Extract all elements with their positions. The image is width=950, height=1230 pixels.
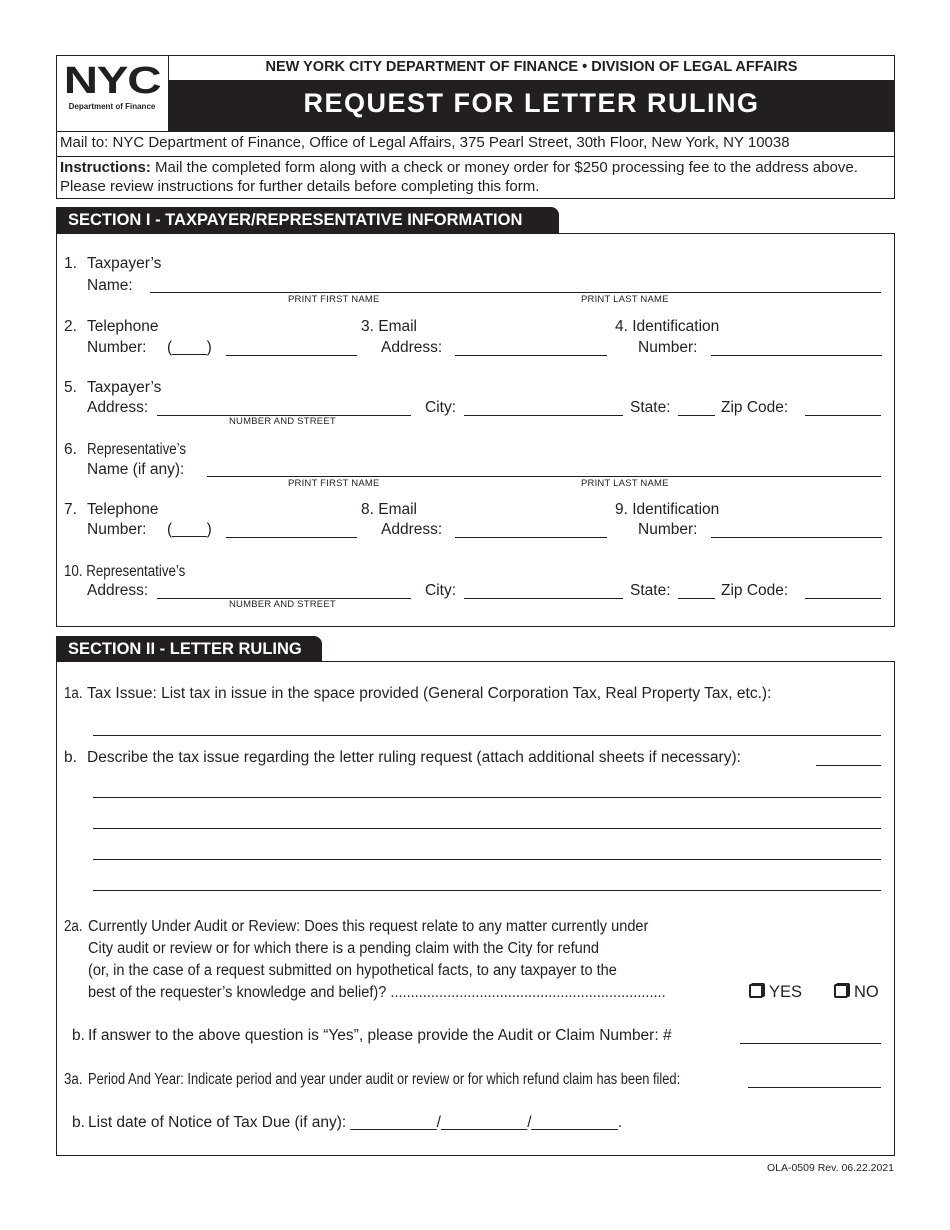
q5-number: 5. bbox=[64, 379, 77, 396]
description-field-line-0[interactable] bbox=[816, 765, 881, 766]
q9-label-1: 9. Identification bbox=[615, 501, 720, 518]
taxpayer-city-label: City: bbox=[425, 399, 456, 416]
nyc-logo-subtext: Department of Finance bbox=[68, 102, 156, 111]
q6-label-1 bbox=[87, 441, 202, 459]
q1-label-1: Taxpayer’s bbox=[87, 255, 162, 272]
no-checkbox[interactable] bbox=[834, 984, 848, 998]
description-field-line-2[interactable] bbox=[93, 828, 881, 829]
yes-label: YES bbox=[769, 983, 803, 1001]
q2a-line-3 bbox=[88, 962, 651, 980]
q6-number: 6. bbox=[64, 441, 77, 458]
q7-label-1: Telephone bbox=[87, 501, 159, 518]
form-number: OLA-0509 Rev. 06.22.2021 bbox=[766, 1162, 894, 1174]
instructions-label: Instructions: bbox=[60, 159, 151, 176]
q7-label-2: Number: bbox=[87, 521, 147, 538]
nyc-logo-text: NYC bbox=[63, 60, 161, 102]
taxpayer-email-field[interactable] bbox=[455, 355, 607, 356]
q2a-line-4 bbox=[88, 984, 703, 1002]
representative-phone-field[interactable] bbox=[226, 537, 357, 538]
q2b-number: b. bbox=[72, 1027, 85, 1044]
q2a-line-1-text: Currently Under Audit or Review: Does this request relate to any matter currently under bbox=[88, 918, 649, 935]
yes-option[interactable] bbox=[749, 983, 802, 1002]
agency-name: NEW YORK CITY DEPARTMENT OF FINANCE • DIVISION OF LEGAL AFFAIRS bbox=[265, 59, 798, 75]
q3b-number: b. bbox=[72, 1114, 85, 1131]
q3a-text bbox=[88, 1071, 801, 1089]
representative-last-name-caption: PRINT LAST NAME bbox=[581, 478, 669, 489]
representative-area-code-field[interactable]: (____) bbox=[167, 521, 212, 538]
q2a-line-2-text: City audit or review or for which there is a pending claim with the City for refund bbox=[88, 940, 599, 957]
no-label: NO bbox=[854, 983, 879, 1001]
taxpayer-zip-label: Zip Code: bbox=[721, 399, 789, 416]
q2-number: 2. bbox=[64, 318, 77, 335]
taxpayer-street-caption: NUMBER AND STREET bbox=[229, 416, 336, 427]
audit-claim-number-field[interactable] bbox=[740, 1043, 881, 1044]
q6-label-1-text: Representative’s bbox=[87, 441, 187, 458]
taxpayer-zip-field[interactable] bbox=[805, 415, 881, 416]
representative-zip-label: Zip Code: bbox=[721, 582, 789, 599]
q5-label-2: Address: bbox=[87, 399, 149, 416]
q7-number: 7. bbox=[64, 501, 77, 518]
representative-state-field[interactable] bbox=[678, 598, 715, 599]
q2-label-2: Number: bbox=[87, 339, 147, 356]
representative-city-label: City: bbox=[425, 582, 456, 599]
period-year-field[interactable] bbox=[748, 1087, 881, 1088]
q2b-text: If answer to the above question is “Yes”, please provide the Audit or Claim Number: # bbox=[88, 1027, 672, 1044]
q4-label-1: 4. Identification bbox=[615, 318, 720, 335]
representative-state-label: State: bbox=[630, 582, 671, 599]
mail-to-address: Mail to: NYC Department of Finance, Office of Legal Affairs, 375 Pearl Street, 30th Floor, New York, NY 10038 bbox=[60, 134, 790, 151]
q10-label-1 bbox=[64, 563, 205, 581]
q4-label-2: Number: bbox=[638, 339, 698, 356]
representative-street-caption: NUMBER AND STREET bbox=[229, 599, 336, 610]
taxpayer-phone-field[interactable] bbox=[226, 355, 357, 356]
q9-label-2: Number: bbox=[638, 521, 698, 538]
instructions-line-1 bbox=[60, 159, 858, 176]
taxpayer-city-field[interactable] bbox=[464, 415, 623, 416]
q5-label-1: Taxpayer’s bbox=[87, 379, 162, 396]
q2a-line-4-text: best of the requester’s knowledge and belief)? .................................................................... bbox=[88, 984, 666, 1001]
page-title: REQUEST FOR LETTER RULING bbox=[303, 88, 760, 118]
q3-label-2: Address: bbox=[381, 339, 443, 356]
q1-label-2: Name: bbox=[87, 277, 133, 294]
q2a-line-2 bbox=[88, 940, 632, 958]
no-option[interactable] bbox=[834, 983, 879, 1002]
taxpayer-state-field[interactable] bbox=[678, 415, 715, 416]
q10-label-1-text: 10. Representative’s bbox=[64, 563, 186, 580]
q2a-number bbox=[64, 918, 86, 936]
representative-city-field[interactable] bbox=[464, 598, 623, 599]
q3a-text-text: Period And Year: Indicate period and year under audit or review or for which refund claim has been filed: bbox=[88, 1071, 681, 1088]
q2-label-1: Telephone bbox=[87, 318, 159, 335]
q1a-number-text: 1a. bbox=[64, 685, 83, 702]
representative-first-name-caption: PRINT FIRST NAME bbox=[288, 478, 380, 489]
representative-id-field[interactable] bbox=[711, 537, 882, 538]
instructions-text: Mail the completed form along with a check or money order for $250 processing fee to the address above. bbox=[150, 159, 858, 176]
q8-label-2: Address: bbox=[381, 521, 443, 538]
yes-checkbox[interactable] bbox=[749, 984, 763, 998]
taxpayer-area-code-field[interactable]: (____) bbox=[167, 339, 212, 356]
instructions-line-2: Please review instructions for further details before completing this form. bbox=[60, 178, 540, 195]
representative-name-field[interactable] bbox=[207, 476, 881, 477]
q3a-number-text: 3a. bbox=[64, 1071, 83, 1088]
q3-label-1: 3. Email bbox=[361, 318, 417, 335]
description-field-line-1[interactable] bbox=[93, 797, 881, 798]
q2a-line-3-text: (or, in the case of a request submitted on hypothetical facts, to any taxpayer to the bbox=[88, 962, 617, 979]
q1a-text: Tax Issue: List tax in issue in the space provided (General Corporation Tax, Real Property Tax, etc.): bbox=[87, 685, 772, 702]
description-field-line-3[interactable] bbox=[93, 859, 881, 860]
section1-title: SECTION I - TAXPAYER/REPRESENTATIVE INFORMATION bbox=[56, 207, 559, 234]
tax-issue-field[interactable] bbox=[93, 735, 881, 736]
representative-email-field[interactable] bbox=[455, 537, 607, 538]
q10-label-2: Address: bbox=[87, 582, 149, 599]
q3a-number bbox=[64, 1071, 86, 1089]
q1b-text: Describe the tax issue regarding the letter ruling request (attach additional sheets if necessary): bbox=[87, 749, 741, 766]
q3b-text[interactable]: List date of Notice of Tax Due (if any): __________/__________/__________. bbox=[88, 1114, 623, 1131]
q1a-number bbox=[64, 685, 86, 703]
taxpayer-state-label: State: bbox=[630, 399, 671, 416]
taxpayer-last-name-caption: PRINT LAST NAME bbox=[581, 294, 669, 305]
taxpayer-name-field[interactable] bbox=[150, 292, 881, 293]
q2a-line-1 bbox=[88, 918, 684, 936]
nyc-logo bbox=[62, 62, 162, 122]
q6-label-2: Name (if any): bbox=[87, 461, 185, 478]
taxpayer-id-field[interactable] bbox=[711, 355, 882, 356]
q8-label-1: 8. Email bbox=[361, 501, 417, 518]
description-field-line-4[interactable] bbox=[93, 890, 881, 891]
q2a-number-text: 2a. bbox=[64, 918, 83, 935]
q1b-number: b. bbox=[64, 749, 77, 766]
representative-zip-field[interactable] bbox=[805, 598, 881, 599]
q1-number: 1. bbox=[64, 255, 77, 272]
section2-title: SECTION II - LETTER RULING bbox=[56, 636, 322, 662]
taxpayer-first-name-caption: PRINT FIRST NAME bbox=[288, 294, 380, 305]
